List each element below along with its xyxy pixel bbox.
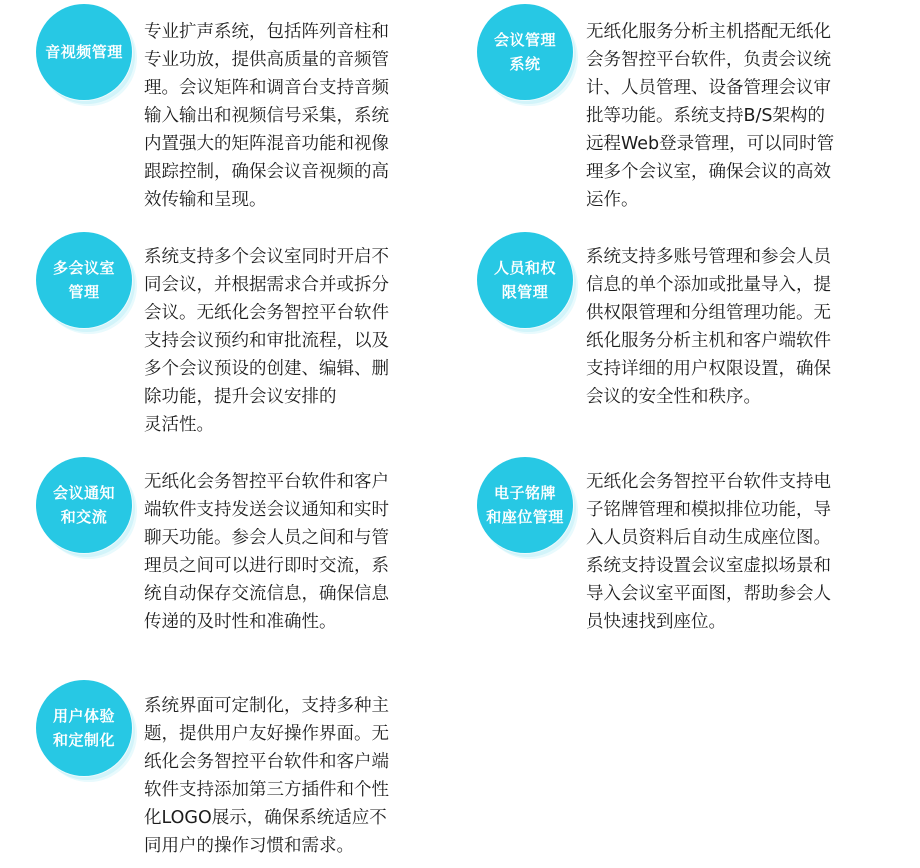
feature-badge [477, 457, 573, 553]
feature-badge-label: 多会议室 管理 [52, 259, 115, 301]
feature-description: 专业扩声系统，包括阵列音柱和 专业功放，提供高质量的音频管 理。会议矩阵和调音台支持音频 输入输出和视频信号采集，系统 内置强大的矩阵混音功能和视像 跟踪控制，确保会议音视频的高 效传输和呈现。 [144, 22, 389, 210]
feature-description: 无纸化会务智控平台软件和客户 端软件支持发送会议通知和实时 聊天功能。参会人员之间和与管 理员之间可以进行即时交流，系 统自动保存交流信息，确保信息 传递的及时性和准确性。 [144, 472, 389, 632]
feature-description: 系统支持多账号管理和参会人员 信息的单个添加或批量导入，提 供权限管理和分组管理功能。无 纸化服务分析主机和客户端软件 支持详细的用户权限设置，确保 会议的安全性和秩序。 [586, 247, 831, 407]
feature-badge [36, 457, 132, 553]
feature-badge [36, 680, 132, 776]
feature-description: 无纸化服务分析主机搭配无纸化 会务智控平台软件，负责会议统 计、人员管理、设备管理会议审 批等功能。系统支持B/S架构的 远程Web登录管理，可以同时管 理多个会议室，确保会议的高效 运作。 [586, 22, 835, 210]
feature-badge [477, 232, 573, 328]
feature-description: 系统界面可定制化，支持多种主 题，提供用户友好操作界面。无 纸化会务智控平台软件和客户端 软件支持添加第三方插件和个性 化LOGO展示，确保系统适应不 同用户的操作习惯和需求。 [144, 696, 389, 856]
feature-description: 系统支持多个会议室同时开启不 同会议，并根据需求合并或拆分 会议。无纸化会务智控平台软件 支持会议预约和审批流程，以及 多个会议预设的创建、编辑、删 除功能，提升会议安排的 灵活性。 [144, 247, 389, 435]
feature-badge [36, 232, 132, 328]
feature-badge-label: 音视频管理 [45, 43, 123, 61]
feature-badge-label: 用户体验 和定制化 [52, 707, 115, 749]
feature-badge [36, 4, 132, 100]
feature-badge [477, 4, 573, 100]
feature-description: 无纸化会务智控平台软件支持电 子铭牌管理和模拟排位功能，导 入人员资料后自动生成座位图。 系统支持设置会议室虚拟场景和 导入会议室平面图，帮助参会人 员快速找到座位。 [586, 472, 831, 632]
feature-badge-label: 电子铭牌 和座位管理 [486, 484, 564, 526]
feature-badge-label: 人员和权 限管理 [493, 259, 556, 301]
feature-badge-label: 会议管理 系统 [493, 31, 556, 73]
feature-badge-label: 会议通知 和交流 [52, 484, 115, 526]
